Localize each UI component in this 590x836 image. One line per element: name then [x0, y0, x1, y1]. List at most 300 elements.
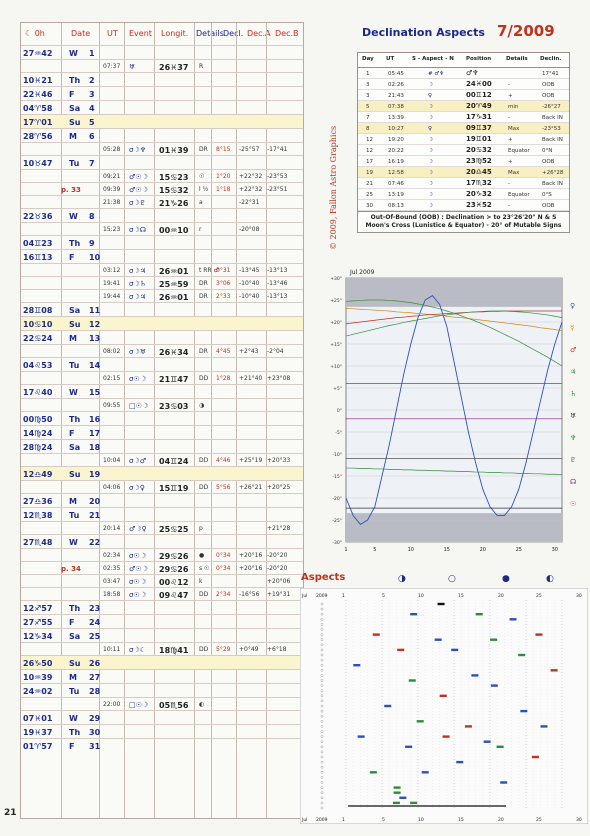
event-row [21, 276, 303, 290]
event-aspect: σ☽♀ [129, 484, 145, 492]
aspect-bar [410, 613, 417, 615]
day-row [21, 316, 303, 331]
day-number: 11 [89, 306, 101, 315]
declination-asp: ☽ [428, 159, 433, 165]
declination-pos: 17♑31 [466, 113, 492, 121]
declination-day: 3 [366, 93, 370, 99]
day-row [21, 724, 303, 739]
event-dec-b: +23°08 [267, 375, 291, 382]
event-longitude: 09♌47 [159, 591, 189, 600]
event-details: k [199, 578, 203, 585]
moon-position: 04♊23 [23, 239, 53, 248]
moon-position: 10♓21 [23, 76, 53, 85]
aspect-bar [435, 639, 442, 641]
declination-dec: Back IN [542, 137, 563, 143]
event-decl: 0°34 [216, 552, 231, 559]
declination-title: Declination Aspects [362, 26, 485, 39]
planet-label: ♆ [570, 434, 577, 442]
declination-day: 25 [366, 192, 373, 198]
aspect-bar [399, 797, 406, 799]
declination-row [358, 156, 569, 167]
moon-position: 22♉36 [23, 212, 53, 221]
event-dec-a: +22°32 [239, 186, 263, 193]
event-longitude: 15♋23 [159, 173, 189, 182]
event-longitude: 01♓39 [159, 146, 189, 155]
declination-row [358, 178, 569, 189]
day-number: 25 [89, 632, 101, 641]
moon-position: 22♓46 [23, 90, 53, 99]
x-tick-label: 25 [515, 547, 522, 553]
day-row [21, 710, 303, 725]
declination-row [358, 200, 569, 211]
event-time: 02:35 [103, 565, 121, 572]
planet-label: ♄ [570, 390, 577, 398]
event-row [21, 182, 303, 196]
aspect-bar [497, 746, 504, 748]
event-aspect: σ☽♅ [129, 348, 146, 356]
aspect-bar [393, 802, 400, 804]
declination-det: Max [508, 126, 520, 132]
event-details: DR [199, 280, 208, 287]
declination-det: - [508, 181, 510, 187]
declination-row [358, 90, 569, 101]
event-aspect: σ☉☽ [129, 591, 146, 599]
event-row [21, 222, 303, 236]
aspect-bar [532, 756, 539, 758]
weekday: W [69, 49, 78, 58]
timeline-top-label: 1 [342, 594, 345, 599]
declination-pos: 24♓00 [466, 80, 492, 88]
weekday: Th [69, 728, 81, 737]
weekday: M [69, 497, 77, 506]
event-row [21, 371, 303, 385]
event-decl: 8°15 [216, 146, 231, 153]
aspect-bar [518, 654, 525, 656]
event-details: r [199, 226, 202, 233]
declination-dec: Back IN [542, 181, 563, 187]
declination-ut: 16:19 [388, 159, 404, 165]
day-row [21, 683, 303, 698]
header-longit: Longit. [161, 29, 189, 38]
declination-det: Max [508, 170, 520, 176]
day-number: 13 [89, 334, 101, 343]
event-longitude: 26♓34 [159, 348, 189, 357]
event-dec-a: -25°57 [239, 146, 260, 153]
moon-position: 12♑34 [23, 632, 53, 641]
event-longitude: 00♌12 [159, 578, 189, 587]
weekday: Sa [69, 443, 81, 452]
event-dec-b: -20°20 [267, 565, 288, 572]
event-aspect: σ☉☽ [129, 375, 146, 383]
declination-det: Equator [508, 192, 530, 198]
event-details: DD [199, 591, 209, 598]
day-row [21, 411, 303, 426]
page-number: 21 [4, 808, 17, 818]
declination-month: 7/2009 [497, 22, 555, 40]
declination-ut: 10:27 [388, 126, 404, 132]
timeline-bottom-label: 5 [382, 818, 385, 823]
event-dec-b: +20°25 [267, 484, 291, 491]
day-number: 23 [89, 604, 101, 613]
y-tick-label: +30° [330, 277, 342, 282]
aspects-timeline [300, 588, 588, 824]
event-dec-b: +20°06 [267, 578, 291, 585]
declination-det: Equator [508, 148, 530, 154]
event-details: ☉ [199, 173, 205, 180]
day-row [21, 208, 303, 223]
event-aspect: ♂☉☽ [129, 173, 148, 181]
day-row [21, 628, 303, 643]
day-number: 27 [89, 673, 101, 682]
weekday: F [69, 618, 75, 627]
planet-label: ♃ [570, 368, 577, 376]
declination-asp: ☽ [428, 82, 433, 88]
timeline-bottom-label: 15 [458, 818, 464, 823]
declination-row [358, 101, 569, 112]
declination-pos: 20♈49 [466, 102, 492, 110]
event-aspect: σ☽♇ [129, 199, 146, 207]
event-longitude: 21♊47 [159, 375, 189, 384]
day-number: 5 [89, 118, 95, 127]
event-time: 21:38 [103, 199, 121, 206]
aspect-bar [491, 684, 498, 686]
day-row [21, 507, 303, 522]
declination-pos: 17♏32 [466, 179, 492, 187]
moon-position: 10♒39 [23, 673, 53, 682]
planet-label: ☊ [570, 478, 577, 486]
event-longitude: 23♋03 [159, 402, 189, 411]
event-aspect: σ☽♆ [129, 146, 146, 154]
declination-chart [300, 258, 588, 558]
aspect-bar [440, 695, 447, 697]
event-details: p [199, 525, 203, 532]
x-tick-label: 15 [443, 547, 450, 553]
oob-north-band [346, 278, 562, 307]
event-longitude: 15♊19 [159, 484, 189, 493]
declination-ut: 07:46 [388, 181, 404, 187]
declination-asp: ☽ [428, 181, 433, 187]
day-number: 28 [89, 687, 101, 696]
aspect-bar [410, 802, 417, 804]
aspect-bar [500, 781, 507, 783]
header-dec-a: Dec.A [247, 29, 271, 38]
y-tick-label: -30° [332, 541, 342, 546]
moon-position: 10♉47 [23, 159, 53, 168]
x-tick-label: 20 [479, 547, 486, 553]
event-time: 08:02 [103, 348, 121, 355]
moon-position: 28♈56 [23, 132, 53, 141]
aspect-bar [476, 613, 483, 615]
copyright-side: © 2009, Fallon Astro Graphics [329, 125, 338, 250]
event-row [21, 561, 303, 575]
weekday: W [69, 388, 78, 397]
event-decl: 0°34 [216, 565, 231, 572]
weekday: Su [69, 659, 81, 668]
y-tick-label: -20° [332, 497, 342, 502]
event-time: 09:55 [103, 402, 121, 409]
event-dec-a: +2°43 [239, 348, 259, 355]
event-dec-a: -16°56 [239, 591, 260, 598]
event-row [21, 289, 303, 303]
aspect-bar [409, 679, 416, 681]
aspect-bar [484, 741, 491, 743]
declination-row [358, 79, 569, 90]
day-row [21, 357, 303, 372]
day-row [21, 330, 303, 345]
moon-position: 12♎49 [23, 470, 53, 479]
aspect-bar [373, 633, 380, 635]
event-row [21, 453, 303, 467]
day-number: 20 [89, 497, 101, 506]
planet-label: ☿ [570, 324, 575, 332]
phase-last-quarter: ◐ [546, 574, 554, 584]
declination-det: + [508, 93, 513, 99]
moon-position: 24♒02 [23, 687, 53, 696]
aspect-bar [520, 710, 527, 712]
event-time: 19:44 [103, 293, 121, 300]
event-time: 04:06 [103, 484, 121, 491]
declination-day: 19 [366, 170, 373, 176]
event-aspect: ♂☉☽ [129, 186, 148, 194]
event-decl: 1°20 [216, 173, 231, 180]
event-time: 19:41 [103, 280, 121, 287]
declination-pos: 23♍52 [466, 157, 492, 165]
page-ref: p. 34 [61, 565, 81, 573]
aspect-bar [405, 746, 412, 748]
event-row [21, 642, 303, 656]
declination-ut: 05:45 [388, 71, 404, 77]
day-row [21, 235, 303, 250]
event-details: R [199, 63, 204, 70]
moon-position: 22♋24 [23, 334, 53, 343]
event-time: 02:15 [103, 375, 121, 382]
declination-pos: 19♊01 [466, 135, 492, 143]
declination-row [358, 189, 569, 200]
event-decl: 4°46 [216, 457, 231, 464]
aspect-bar [438, 603, 445, 605]
event-longitude: 29♋26 [159, 552, 189, 561]
event-row [21, 548, 303, 562]
header-details: Details [196, 29, 224, 38]
event-aspect: σ☽☾ [129, 646, 146, 654]
declination-ut: 13:39 [388, 115, 404, 121]
declination-ut: 13:19 [388, 192, 404, 198]
event-dec-a: +0°49 [239, 646, 259, 653]
weekday: Th [69, 415, 81, 424]
day-row [21, 439, 303, 454]
declination-det: - [508, 82, 510, 88]
weekday: Su [69, 470, 81, 479]
event-dec-b: -23°53 [267, 173, 288, 180]
event-decl: 0°31 [216, 267, 231, 274]
event-aspect: σ☽☊ [129, 226, 146, 234]
declination-dec: OOB [542, 159, 555, 165]
weekday: Th [69, 76, 81, 85]
planet-label: ☉ [570, 500, 577, 508]
moon-position: 12♏38 [23, 511, 53, 520]
event-aspect: σ☽♃ [129, 267, 146, 275]
declination-dec: 0°S [542, 192, 552, 198]
event-row [21, 169, 303, 183]
event-aspect: σ☉☽ [129, 552, 146, 560]
aspect-bar [551, 669, 558, 671]
declination-asp: ♀ [428, 93, 433, 99]
declination-asp: ☽ [428, 115, 433, 121]
event-longitude: 26♒01 [159, 267, 189, 276]
moon-position: 07♓01 [23, 714, 53, 723]
declination-pos: 09♊37 [466, 124, 492, 132]
declination-dec: -26°27 [542, 104, 561, 110]
planet-label: ♅ [570, 412, 577, 420]
declination-ut: 12:58 [388, 170, 404, 176]
event-details: DR [199, 146, 208, 153]
timeline-top-label: 30 [576, 594, 582, 599]
moon-position: 12♐57 [23, 604, 53, 613]
day-row [21, 302, 303, 317]
weekday: Th [69, 604, 81, 613]
y-tick-label: +5° [333, 387, 342, 392]
event-decl: 2°34 [216, 591, 231, 598]
weekday: W [69, 538, 78, 547]
moon-position: 14♍24 [23, 429, 53, 438]
event-dec-a: -13°45 [239, 267, 260, 274]
declination-row [358, 123, 569, 134]
event-aspect: σ☽♄ [129, 280, 146, 288]
event-time: 15:23 [103, 226, 121, 233]
weekday: Tu [69, 159, 80, 168]
event-dec-a: +26°21 [239, 484, 263, 491]
header-dec-b: Dec.B [275, 29, 299, 38]
declination-det: + [508, 137, 513, 143]
event-dec-a: +25°19 [239, 457, 263, 464]
day-number: 21 [89, 511, 101, 520]
declination-asp: ☽ [428, 104, 433, 110]
phase-full: ○ [448, 574, 456, 584]
day-number: 2 [89, 76, 95, 85]
weekday: F [69, 429, 75, 438]
moon-position: 26♑50 [23, 659, 53, 668]
day-number: 17 [89, 429, 101, 438]
declination-row [358, 167, 569, 178]
event-row [21, 344, 303, 358]
day-number: 16 [89, 415, 101, 424]
event-decl: 3°06 [216, 280, 231, 287]
declination-ut: 19:20 [388, 137, 404, 143]
event-aspect: ♂☽♀ [129, 525, 147, 533]
timeline-bottom-label: Jul [302, 818, 308, 823]
y-tick-label: -5° [335, 431, 342, 436]
event-dec-b: -17°41 [267, 146, 288, 153]
event-details: DD [199, 484, 209, 491]
weekday: Th [69, 239, 81, 248]
event-dec-b: +21°28 [267, 525, 291, 532]
event-longitude: 25♋25 [159, 525, 189, 534]
header-date: Date [71, 29, 91, 38]
event-details: l ½ [199, 186, 209, 193]
aspect-bar [422, 771, 429, 773]
event-details: DD [199, 375, 209, 382]
event-time: 02:34 [103, 552, 121, 559]
event-row [21, 521, 303, 535]
day-number: 12 [89, 320, 101, 329]
declination-pos: 20♑32 [466, 190, 492, 198]
declination-table [357, 52, 570, 233]
moon-position: 19♓37 [23, 728, 53, 737]
weekday: Tu [69, 687, 80, 696]
declination-dec: OOB [542, 93, 555, 99]
weekday: Su [69, 118, 81, 127]
moon-position: 10♋10 [23, 320, 53, 329]
moon-position: 27♎36 [23, 497, 53, 506]
declination-pos: 00♊12 [466, 91, 492, 99]
weekday: W [69, 212, 78, 221]
y-tick-label: -25° [332, 519, 342, 524]
weekday: F [69, 253, 75, 262]
moon-position: 00♍50 [23, 415, 53, 424]
event-dec-b: -2°04 [267, 348, 284, 355]
moon-position: 17♈01 [23, 118, 53, 127]
declination-dec: -23°53 [542, 126, 561, 132]
timeline-top-label: Jul [302, 594, 308, 599]
event-dec-a: +21°40 [239, 375, 263, 382]
event-longitude: 21♑26 [159, 199, 189, 208]
event-longitude: 29♋26 [159, 565, 189, 574]
timeline-bottom-label: 10 [418, 818, 424, 823]
day-number: 8 [89, 212, 95, 221]
event-decl: 4°45 [216, 348, 231, 355]
moon-position: 27♐55 [23, 618, 53, 627]
declination-header: Day UT S - Aspect - N Position Details Declin. [358, 53, 569, 68]
aspect-bar [535, 633, 542, 635]
day-number: 6 [89, 132, 95, 141]
declination-pos: ♂♆ [466, 69, 479, 77]
event-longitude: 26♒01 [159, 293, 189, 302]
day-number: 9 [89, 239, 95, 248]
event-dec-b: -13°13 [267, 267, 288, 274]
moon-position: 04♈58 [23, 104, 53, 113]
weekday: Su [69, 320, 81, 329]
declination-day: 21 [366, 181, 373, 187]
day-number: 3 [89, 90, 95, 99]
timeline-bottom-label: 1 [342, 818, 345, 823]
declination-day: 12 [366, 137, 373, 143]
event-dec-a: -20°08 [239, 226, 260, 233]
declination-day: 8 [366, 126, 370, 132]
moon-position: 01♈57 [23, 742, 53, 751]
timeline-bottom-label: 25 [536, 818, 542, 823]
event-details: a [199, 199, 203, 206]
event-details: t RR ♂ [199, 267, 219, 274]
declination-pos: 20♋32 [466, 146, 492, 154]
event-dec-a: +20°16 [239, 565, 263, 572]
phase-new: ● [502, 574, 510, 584]
event-longitude: 05♏56 [159, 701, 189, 710]
day-number: 19 [89, 470, 101, 479]
event-dec-a: -10°40 [239, 293, 260, 300]
day-number: 30 [89, 728, 101, 737]
event-aspect: □☉☽ [129, 402, 149, 410]
event-longitude: 00♒10 [159, 226, 189, 235]
day-row [21, 534, 303, 549]
event-decl: 2°33 [216, 293, 231, 300]
aspect-bar [358, 735, 365, 737]
event-dec-b: -13°46 [267, 280, 288, 287]
y-tick-label: +25° [330, 299, 342, 304]
declination-pos: 23♓52 [466, 201, 492, 209]
day-row [21, 86, 303, 101]
y-tick-label: +15° [330, 343, 342, 348]
declination-det: - [508, 115, 510, 121]
